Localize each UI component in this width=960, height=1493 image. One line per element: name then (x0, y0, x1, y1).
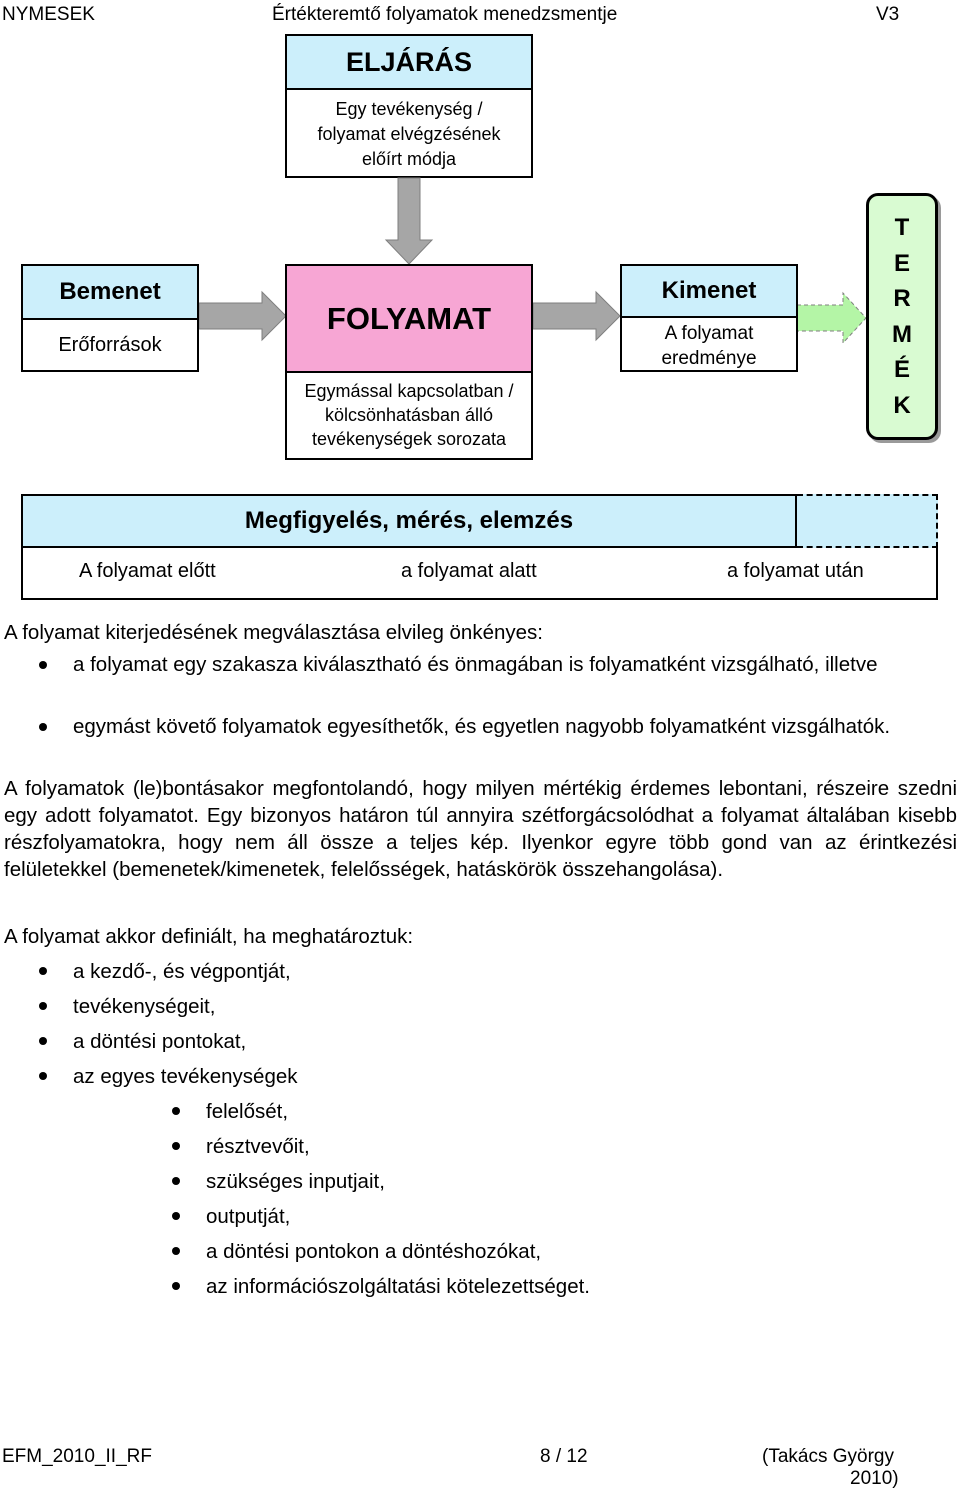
list-item: az információszolgáltatási kötelezettséget. (206, 1275, 591, 1298)
footer-right-1: (Takács György (762, 1446, 894, 1467)
termek-letter: T (894, 214, 910, 241)
phase-before: A folyamat előtt (79, 560, 216, 582)
kimenet-desc-1: A folyamat (664, 323, 754, 344)
bullet-dot-icon (172, 1107, 180, 1115)
folyamat-desc-1: Egymással kapcsolatban / (304, 381, 514, 401)
paragraph-1: A folyamat kiterjedésének megválasztása elvileg önkényes: (4, 621, 543, 644)
bullet-dot-icon (39, 661, 47, 669)
list-item: az egyes tevékenységek (73, 1065, 298, 1088)
bemenet-desc: Erőforrások (58, 334, 162, 356)
kimenet-box (620, 264, 798, 372)
folyamat-title: FOLYAMAT (326, 300, 492, 336)
list-item: felelősét, (206, 1100, 289, 1123)
list-item: a döntési pontokat, (73, 1030, 247, 1053)
list-item: szükséges inputjait, (206, 1170, 385, 1193)
meres-phases (21, 548, 938, 600)
meres-title-box (21, 494, 797, 548)
footer-left: EFM_2010_II_RF (2, 1446, 152, 1467)
bullet-dot-icon (172, 1142, 180, 1150)
termek-letter: K (893, 391, 911, 419)
bullet-dot-icon (172, 1282, 180, 1290)
meres-title: Megfigyelés, mérés, elemzés (244, 507, 574, 534)
list-item: egymást követő folyamatok egyesíthetők, és egyetlen nagyobb folyamatként vizsgálhatók. (73, 715, 891, 738)
right-arrow-icon (533, 292, 620, 340)
kimenet-desc-2: eredménye (661, 348, 757, 369)
termek-letter: R (893, 285, 911, 312)
eljaras-title: ELJÁRÁS (345, 46, 473, 77)
meres-extension-box (797, 494, 938, 548)
bullet-dot-icon (172, 1212, 180, 1220)
folyamat-desc-3: tevékenységek sorozata (311, 429, 507, 449)
folyamat-desc-2: kölcsönhatásban álló (324, 405, 494, 425)
bemenet-box (21, 264, 199, 372)
bullet-dot-icon (39, 1072, 47, 1080)
eljaras-desc-1: Egy tevékenység / (335, 99, 483, 119)
bullet-dot-icon (39, 723, 47, 731)
footer-right-2: 2010) (850, 1468, 899, 1489)
paragraph-2: A folyamatok (le)bontásakor megfontolandó, hogy milyen mértékig érdemes lebontani, részeire szedni egy adott folyamatot. Egy bizonyos határon túl annyira szétforgácsolódhat a folyamat általában kisebb részfolyamatokra, hogy nem áll össze a teljes kép. Ilyenkor egyre több gond van az érintkezési felületekkel (bemenetek/kimenetek, felelősségek, hatáskörök összehangolása). (4, 777, 957, 881)
bemenet-title: Bemenet (59, 278, 161, 305)
list-item: a döntési pontokon a döntéshozókat, (206, 1240, 542, 1263)
bullet-dot-icon (172, 1177, 180, 1185)
paragraph-3: A folyamat akkor definiált, ha meghatároztuk: (4, 925, 414, 948)
folyamat-box (285, 264, 533, 460)
header-right: V3 (876, 4, 900, 25)
list-item: a folyamat egy szakasza kiválasztható és önmagában is folyamatként vizsgálható, illetve (73, 653, 878, 676)
bullet-dot-icon (39, 1002, 47, 1010)
phase-during: a folyamat alatt (401, 560, 537, 582)
footer-center: 8 / 12 (540, 1446, 588, 1467)
phase-after: a folyamat után (727, 560, 864, 582)
termek-letter: É (893, 356, 910, 383)
list-item: a kezdő-, és végpontját, (73, 960, 291, 983)
bullet-dot-icon (39, 1037, 47, 1045)
eljaras-desc-3: előírt módja (361, 149, 457, 169)
list-item: résztvevőit, (206, 1135, 310, 1158)
green-arrow-icon (797, 293, 866, 343)
kimenet-title: Kimenet (661, 277, 757, 304)
list-item: outputját, (206, 1205, 291, 1228)
down-arrow-icon (386, 178, 432, 264)
termek-letter: E (893, 249, 910, 277)
termek-letter: M (892, 320, 912, 348)
list-item: tevékenységeit, (73, 995, 216, 1018)
bullet-dot-icon (172, 1247, 180, 1255)
eljaras-desc-2: folyamat elvégzésének (317, 124, 501, 144)
header-center: Értékteremtő folyamatok menedzsmentje (272, 4, 618, 25)
header-left: NYMESEK (2, 4, 95, 25)
termek-box (866, 193, 938, 440)
right-arrow-icon (199, 292, 286, 340)
bullet-dot-icon (39, 967, 47, 975)
